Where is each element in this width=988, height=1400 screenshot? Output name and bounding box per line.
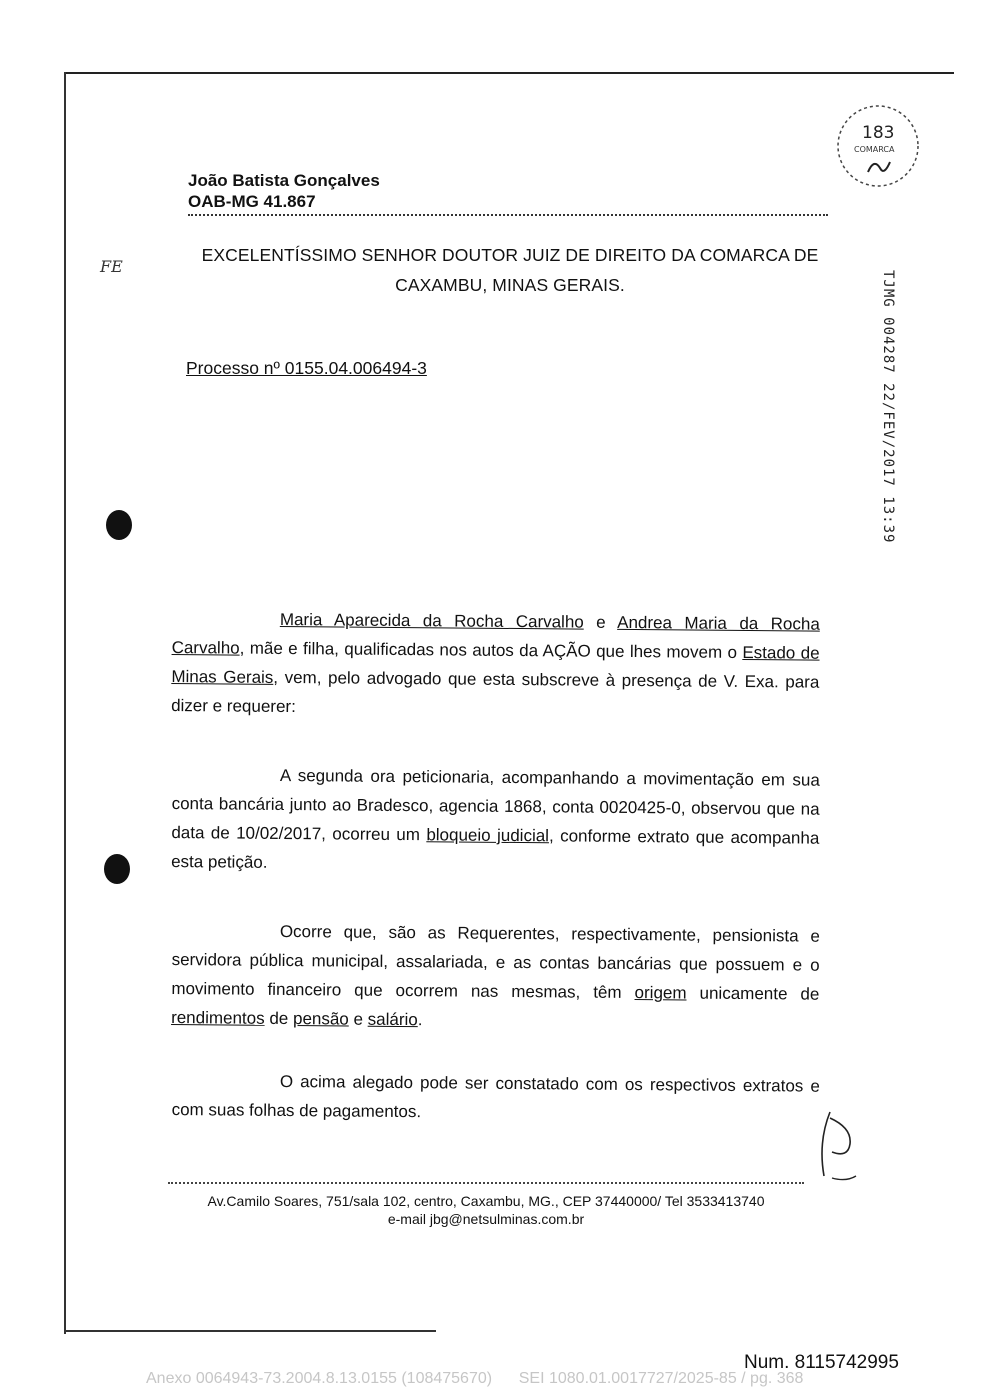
footer-address: Av.Camilo Soares, 751/sala 102, centro, Caxambu, MG., CEP 37440000/ Tel 3533413740 bbox=[207, 1193, 765, 1209]
top-border-line bbox=[66, 72, 954, 74]
party-name-2: Andrea Maria da Rocha Carvalho bbox=[171, 612, 820, 658]
bottom-border-line bbox=[64, 1330, 436, 1332]
pensao-term: pensão bbox=[292, 1009, 349, 1029]
process-number: Processo nº 0155.04.006494-3 bbox=[186, 358, 427, 378]
sei-watermark bbox=[146, 1370, 803, 1388]
footer-email: e-mail jbg@netsulminas.com.br bbox=[387, 1211, 585, 1227]
left-border-line bbox=[64, 72, 66, 1334]
salario-term: salário bbox=[367, 1009, 418, 1030]
footer-dotted-divider bbox=[168, 1182, 804, 1184]
party-name-1: Maria Aparecida da Rocha Carvalho bbox=[279, 609, 584, 632]
document-number: Num. 8115742995 bbox=[744, 1352, 899, 1373]
handwritten-page-mark bbox=[812, 1108, 860, 1184]
punch-hole-top bbox=[106, 510, 132, 540]
watermark-right: SEI 1080.01.0017727/2025-85 / pg. 368 bbox=[518, 1370, 804, 1387]
header-dotted-divider bbox=[188, 214, 828, 216]
salutation-line-1: EXCELENTÍSSIMO SENHOR DOUTOR JUIZ DE DIREITO DA COMARCA DE bbox=[201, 245, 819, 265]
salutation bbox=[150, 240, 870, 300]
paragraph-evidence: O acima alegado pode ser constatado com os respectivos extratos e com suas folhas de pagamentos. bbox=[171, 1071, 820, 1122]
paragraph-income-origin: Ocorre que, são as Requerentes, respectivamente, pensionista e servidora pública municipal, assalariada, e as contas bancárias que possuem e o movimento financeiro que ocorrem nas mesmas, têm origem unicamente de rendimentos de pensão e salário. bbox=[171, 921, 820, 1030]
paragraph-bank-block: A segunda ora peticionaria, acompanhando a movimentação em sua conta bancária junto ao Bradesco, agencia 1868, conta 0020425-0, observou que na data de 10/02/2017, ocorreu um bloqueio judicial, conforme extrato que acompanha esta petição. bbox=[171, 765, 820, 872]
protocol-stamp: TJMG 004287 22/FEV/2017 13:39 bbox=[880, 270, 896, 544]
bloqueio-judicial-term: bloqueio judicial bbox=[426, 825, 550, 846]
lawyer-header bbox=[188, 170, 380, 212]
lawyer-name: João Batista Gonçalves bbox=[188, 171, 380, 190]
salutation-line-2: CAXAMBU, MINAS GERAIS. bbox=[395, 275, 625, 295]
footer-address-block bbox=[168, 1192, 804, 1228]
rendimentos-term: rendimentos bbox=[171, 1007, 265, 1028]
watermark-left: Anexo 0064943-73.2004.8.13.0155 (108475670) bbox=[146, 1370, 493, 1387]
origem-term: origem bbox=[634, 983, 687, 1003]
handwritten-initials-mark bbox=[96, 250, 136, 280]
court-seal-stamp bbox=[832, 100, 924, 192]
seal-text: COMARCA bbox=[854, 145, 895, 154]
punch-hole-bottom bbox=[104, 854, 130, 884]
seal-number: 183 bbox=[862, 123, 895, 143]
opposing-party: Estado de Minas Gerais bbox=[171, 642, 820, 687]
lawyer-oab: OAB-MG 41.867 bbox=[188, 192, 316, 211]
svg-text:FE: FE bbox=[100, 257, 123, 276]
paragraph-parties: Maria Aparecida da Rocha Carvalho e Andrea Maria da Rocha Carvalho, mãe e filha, qualificadas nos autos da AÇÃO que lhes movem o Estado de Minas Gerais, vem, pelo advogado que esta subscreve à presença de V. Exa. para dizer e requerer: bbox=[171, 609, 820, 717]
